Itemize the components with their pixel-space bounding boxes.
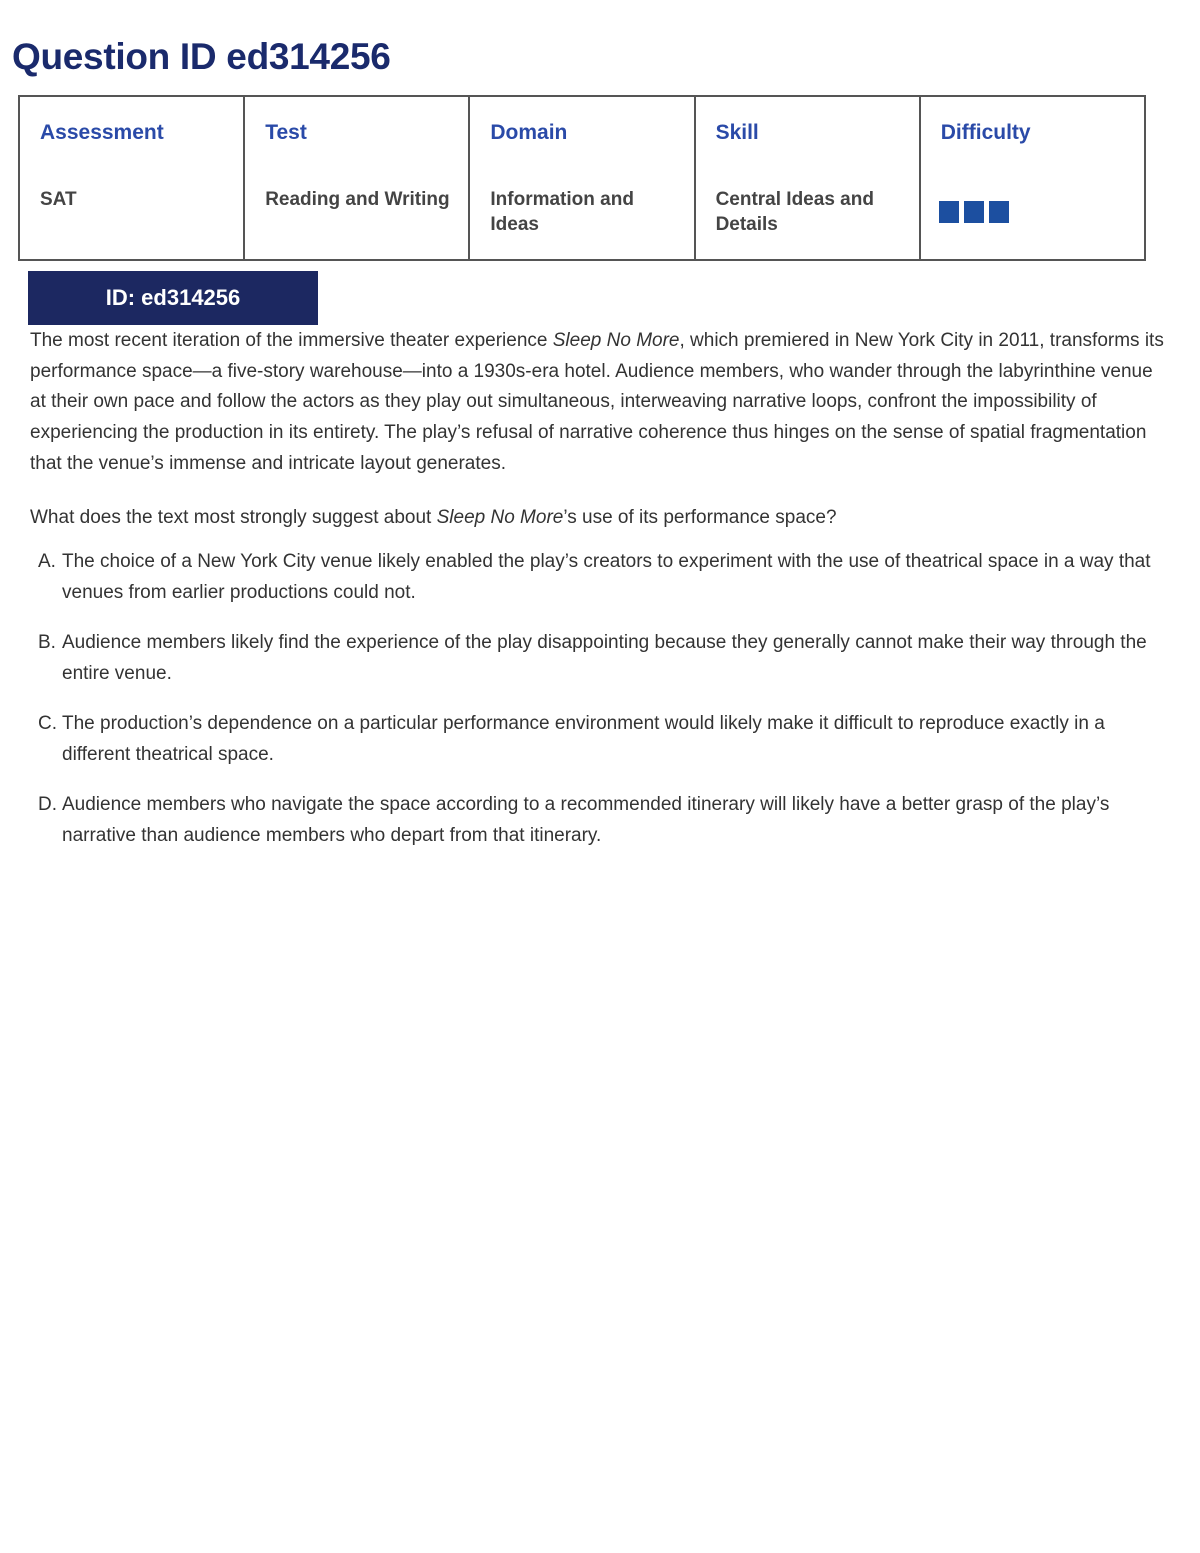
question-stem (30, 503, 1170, 533)
difficulty-cell (920, 96, 1145, 260)
test-label: Test (265, 121, 307, 144)
test-value: Reading and Writing (265, 189, 450, 210)
answer-choice-a[interactable] (30, 547, 1170, 608)
assessment-label: Assessment (40, 121, 164, 144)
choice-text: The production’s dependence on a particular performance environment would likely make it difficult to reproduce exactly in a different theatrical space. (62, 713, 1105, 765)
question-id-banner: ID: ed314256 (28, 271, 318, 325)
skill-cell (695, 96, 920, 260)
domain-value: Information and Ideas (490, 189, 634, 235)
skill-value: Central Ideas and Details (715, 189, 874, 235)
passage-play-title: Sleep No More (552, 330, 680, 351)
passage-part-2: , which premiered in New York City in 2011, transforms its performance space—a five-story warehouse—into a 1930s-era hotel. Audience members, who wander through the labyrinthine venue at their own pace and follow the actors as they play out simultaneous, interweaving narrative loops, confront the impossibility of experiencing the production in its entirety. The play’s refusal of narrative coherence thus hinges on the sense of spatial fragmentation that the venue’s immense and intricate layout generates. (30, 330, 1164, 474)
question-part-1: What does the text most strongly suggest about (30, 507, 437, 528)
choice-letter: D. (38, 794, 57, 815)
assessment-cell (19, 96, 244, 260)
answer-choice-b[interactable] (30, 628, 1170, 689)
passage-part-1: The most recent iteration of the immersive theater experience (30, 330, 553, 351)
test-cell (244, 96, 469, 260)
question-part-2: ’s use of its performance space? (563, 507, 837, 528)
difficulty-bar (989, 201, 1009, 223)
difficulty-bar (964, 201, 984, 223)
answer-choices (30, 547, 1170, 871)
choice-text: The choice of a New York City venue likely enabled the play’s creators to experiment with the use of theatrical space in a way that venues from earlier productions could not. (62, 551, 1151, 603)
passage-text (30, 326, 1170, 480)
choice-text: Audience members likely find the experience of the play disappointing because they generally cannot make their way through the entire venue. (62, 632, 1147, 684)
question-metadata-table (18, 95, 1146, 261)
question-play-title: Sleep No More (436, 507, 564, 528)
choice-letter: A. (38, 551, 56, 572)
difficulty-indicator (939, 201, 1009, 223)
domain-label: Domain (490, 121, 568, 144)
assessment-value: SAT (40, 189, 77, 210)
difficulty-label: Difficulty (940, 121, 1031, 144)
choice-letter: B. (38, 632, 56, 653)
domain-cell (469, 96, 694, 260)
answer-choice-c[interactable] (30, 709, 1170, 770)
answer-choice-d[interactable] (30, 790, 1170, 851)
choice-text: Audience members who navigate the space according to a recommended itinerary will likely have a better grasp of the play’s narrative than audience members who depart from that itinerary. (62, 794, 1110, 846)
difficulty-bar (939, 201, 959, 223)
page-title: Question ID ed314256 (12, 36, 391, 77)
choice-letter: C. (38, 713, 57, 734)
skill-label: Skill (715, 121, 759, 144)
